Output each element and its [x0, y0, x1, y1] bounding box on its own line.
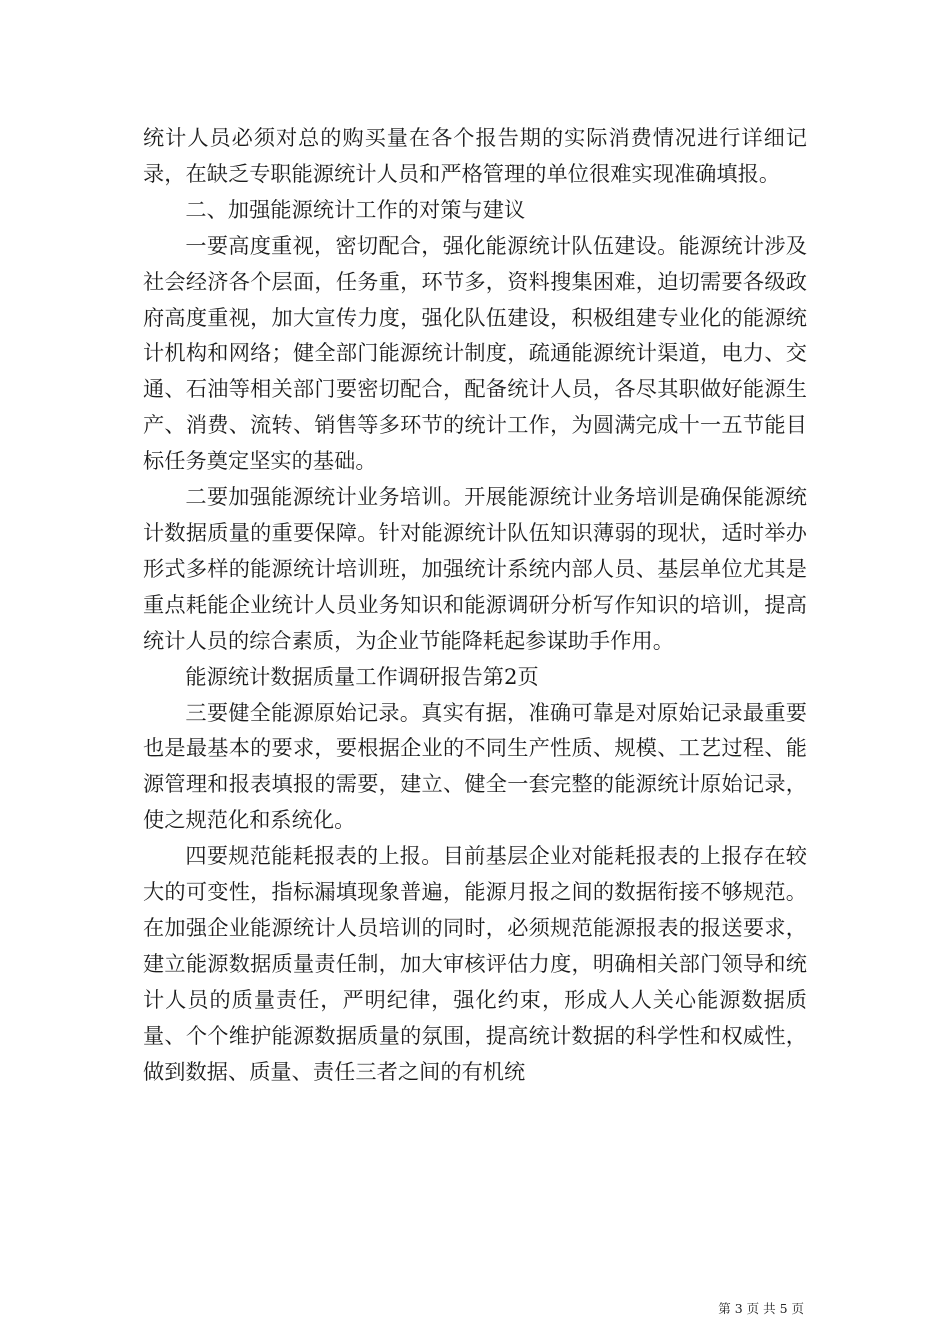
document-body — [143, 120, 807, 1089]
paragraph-team-building: 一要高度重视，密切配合，强化能源统计队伍建设。能源统计涉及社会经济各个层面，任务重，环节多，资料搜集困难，迫切需要各级政府高度重视，加大宣传力度，强化队伍建设，积极组建专业化的能源统计机构和网络；健全部门能源统计制度，疏通能源统计渠道，电力、交通、石油等相关部门要密切配合，配备统计人员，各尽其职做好能源生产、消费、流转、销售等多环节的统计工作，为圆满完成十一五节能目标任务奠定坚实的基础。 — [143, 232, 807, 474]
section-heading: 二、加强能源统计工作的对策与建议 — [185, 196, 526, 222]
page-number-footer: 第 3 页 共 5 页 — [718, 1301, 804, 1316]
paragraph-original-records: 三要健全能源原始记录。真实有据，准确可靠是对原始记录最重要也是最基本的要求，要根据企业的不同生产性质、规模、工艺过程、能源管理和报表填报的需要，建立、健全一套完整的能源统计原始记录，使之规范化和系统化。 — [143, 699, 807, 833]
paragraph-continuation: 统计人员必须对总的购买量在各个报告期的实际消费情况进行详细记录，在缺乏专职能源统计人员和严格管理的单位很难实现准确填报。 — [143, 125, 807, 186]
inline-page-title: 能源统计数据质量工作调研报告第2页 — [185, 663, 539, 689]
paragraph-training: 二要加强能源统计业务培训。开展能源统计业务培训是确保能源统计数据质量的重要保障。针对能源统计队伍知识薄弱的现状，适时举办形式多样的能源统计培训班，加强统计系统内部人员、基层单位尤其是重点耗能企业统计人员业务知识和能源调研分析写作知识的培训，提高统计人员的综合素质，为企业节能降耗起参谋助手作用。 — [143, 484, 807, 653]
paragraph-report-submission: 四要规范能耗报表的上报。目前基层企业对能耗报表的上报存在较大的可变性，指标漏填现象普遍，能源月报之间的数据衔接不够规范。在加强企业能源统计人员培训的同时，必须规范能源报表的报送要求，建立能源数据质量责任制，加大审核评估力度，明确相关部门领导和统计人员的质量责任，严明纪律，强化约束，形成人人关心能源数据质量、个个维护能源数据质量的氛围，提高统计数据的科学性和权威性，做到数据、质量、责任三者之间的有机统 — [143, 843, 807, 1084]
